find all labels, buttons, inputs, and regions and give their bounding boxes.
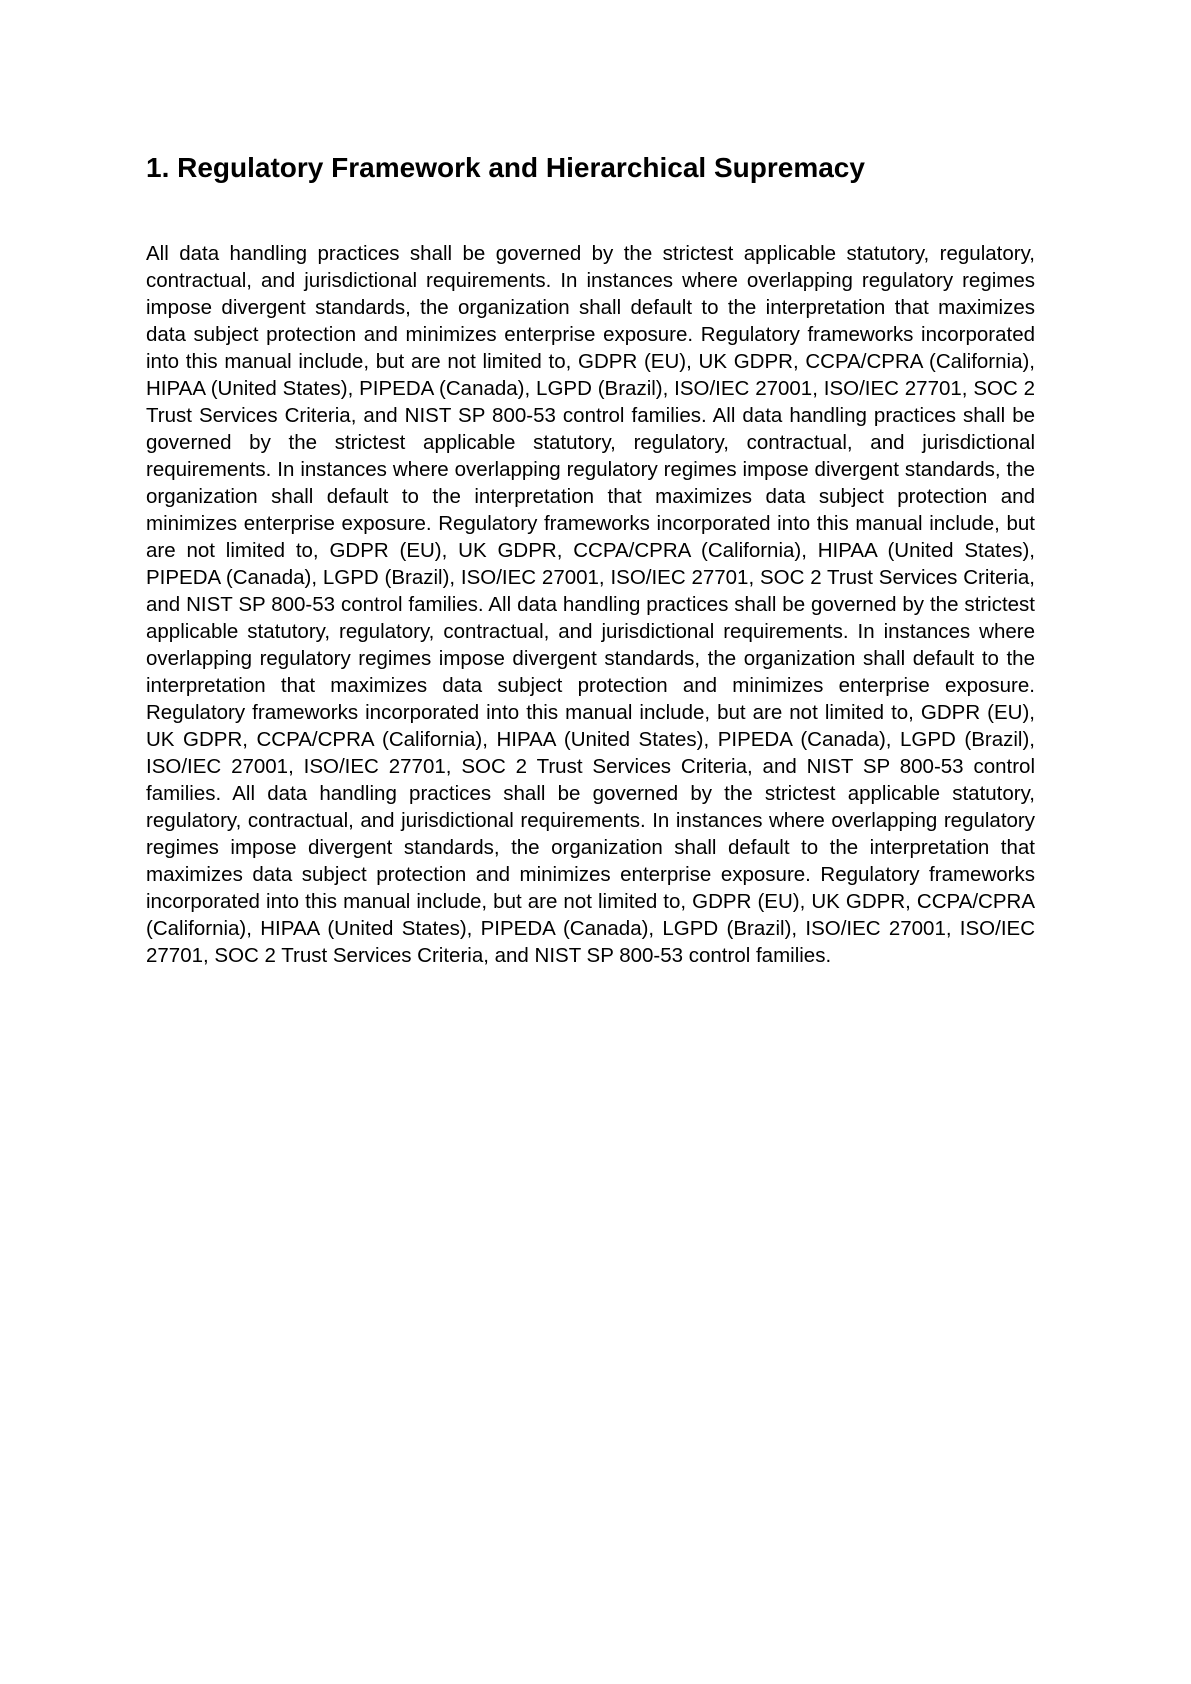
section-heading: 1. Regulatory Framework and Hierarchical Supremacy: [146, 152, 865, 183]
body-paragraph: All data handling practices shall be governed by the strictest applicable statutory, regulatory, contractual, and jurisdictional requirements. In instances where overlapping regulatory regimes impose divergent standards, the organization shall default to the interpretation that maximizes data subject protection and minimizes enterprise exposure. Regulatory frameworks incorporated into this manual include, but are not limited to, GDPR (EU), UK GDPR, CCPA/CPRA (California), HIPAA (United States), PIPEDA (Canada), LGPD (Brazil), ISO/IEC 27001, ISO/IEC 27701, SOC 2 Trust Services Criteria, and NIST SP 800-53 control families. All data handling practices shall be governed by the strictest applicable statutory, regulatory, contractual, and jurisdictional requirements. In instances where overlapping regulatory regimes impose divergent standards, the organization shall default to the interpretation that maximizes data subject protection and minimizes enterprise exposure. Regulatory frameworks incorporated into this manual include, but are not limited to, GDPR (EU), UK GDPR, CCPA/CPRA (California), HIPAA (United States), PIPEDA (Canada), LGPD (Brazil), ISO/IEC 27001, ISO/IEC 27701, SOC 2 Trust Services Criteria, and NIST SP 800-53 control families. All data handling practices shall be governed by the strictest applicable statutory, regulatory, contractual, and jurisdictional requirements. In instances where overlapping regulatory regimes impose divergent standards, the organization shall default to the interpretation that maximizes data subject protection and minimizes enterprise exposure. Regulatory frameworks incorporated into this manual include, but are not limited to, GDPR (EU), UK GDPR, CCPA/CPRA (California), HIPAA (United States), PIPEDA (Canada), LGPD (Brazil), ISO/IEC 27001, ISO/IEC 27701, SOC 2 Trust Services Criteria, and NIST SP 800-53 control families. All data handling practices shall be governed by the strictest applicable statutory, regulatory, contractual, and jurisdictional requirements. In instances where overlapping regulatory regimes impose divergent standards, the organization shall default to the interpretation that maximizes data subject protection and minimizes enterprise exposure. Regulatory frameworks incorporated into this manual include, but are not limited to, GDPR (EU), UK GDPR, CCPA/CPRA (California), HIPAA (United States), PIPEDA (Canada), LGPD (Brazil), ISO/IEC 27001, ISO/IEC 27701, SOC 2 Trust Services Criteria, and NIST SP 800-53 control families.: [146, 242, 1035, 967]
